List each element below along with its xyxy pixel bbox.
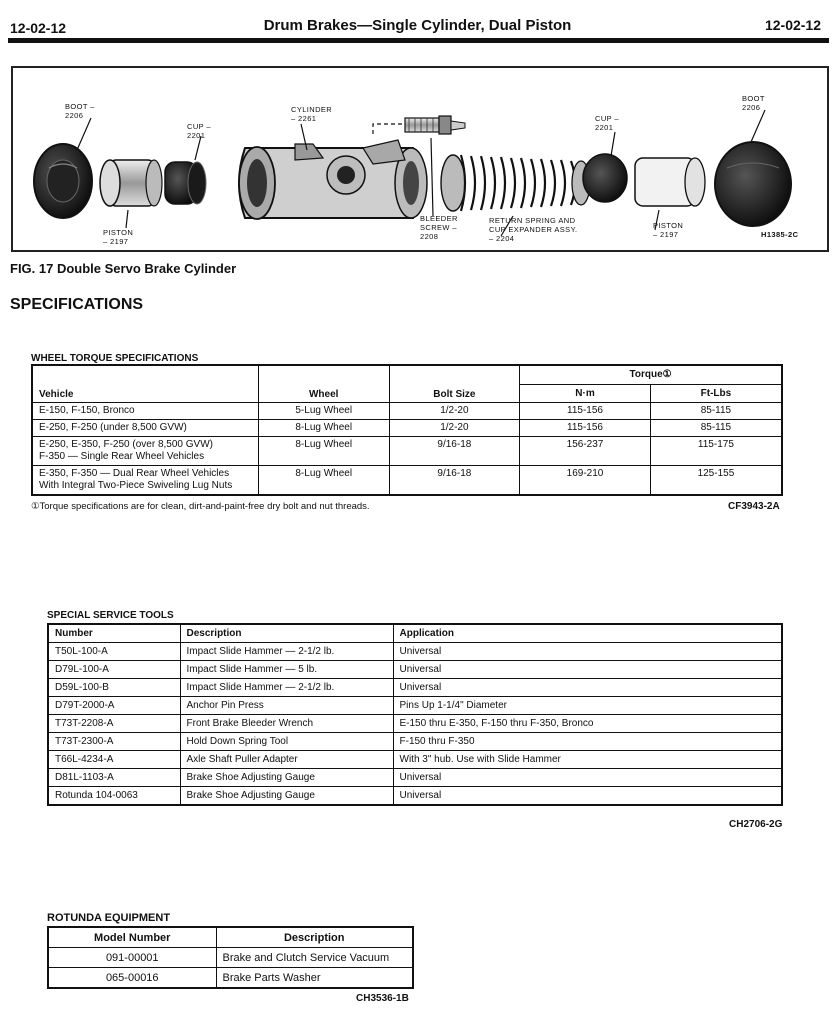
col-model-number: Model Number (48, 927, 216, 948)
figure-caption: FIG. 17 Double Servo Brake Cylinder (10, 261, 237, 276)
col-description: Description (180, 624, 393, 643)
boot-left-part (34, 144, 92, 218)
col-vehicle: Vehicle (32, 365, 258, 403)
cup-left-part (165, 162, 206, 204)
table-row: T73T-2300-A Hold Down Spring Tool F-150 thru F-350 (48, 733, 782, 751)
col-nm: N·m (520, 384, 651, 402)
special-tools-table (47, 623, 783, 806)
rotunda-code: CH3536-1B (356, 993, 409, 1004)
wheel-torque-code: CF3943-2A (728, 501, 780, 512)
label-piston-left: PISTON – 2197 (103, 228, 134, 246)
wheel-torque-title: WHEEL TORQUE SPECIFICATIONS (31, 353, 199, 364)
label-boot-right: BOOT 2206 (742, 94, 765, 112)
page-number-left: 12-02-12 (10, 20, 67, 36)
specifications-heading: SPECIFICATIONS (10, 296, 144, 313)
table-row: T66L-4234-A Axle Shaft Puller Adapter With 3" hub. Use with Slide Hammer (48, 751, 782, 769)
piston-left-part (100, 160, 162, 206)
special-tools-code: CH2706-2G (729, 819, 783, 830)
table-row: T73T-2208-A Front Brake Bleeder Wrench E-150 thru E-350, F-150 thru F-350, Bronco (48, 715, 782, 733)
label-return-spring: RETURN SPRING AND CUP EXPANDER ASSY. – 2204 (489, 216, 578, 243)
special-tools-title: SPECIAL SERVICE TOOLS (47, 610, 174, 621)
header-rule (8, 38, 829, 43)
label-cup-right: CUP – 2201 (595, 114, 619, 132)
page-number-right: 12-02-12 (764, 17, 821, 33)
col-rotunda-description: Description (216, 927, 413, 948)
torque-footnote: ①Torque specifications are for clean, dirt-and-paint-free dry bolt and nut threads. (31, 501, 370, 512)
table-row: D59L-100-B Impact Slide Hammer — 2-1/2 lb. Universal (48, 679, 782, 697)
wheel-torque-table (31, 364, 783, 496)
figure-code: H1385-2C (761, 230, 799, 239)
cup-right-part (583, 154, 627, 202)
figure-box (11, 66, 829, 252)
table-row: D79T-2000-A Anchor Pin Press Pins Up 1-1/4" Diameter (48, 697, 782, 715)
page-title: Drum Brakes—Single Cylinder, Dual Piston (263, 17, 572, 34)
col-application: Application (393, 624, 782, 643)
col-torque: Torque① (520, 365, 782, 384)
table-row: D79L-100-A Impact Slide Hammer — 5 lb. Universal (48, 661, 782, 679)
label-boot-left: BOOT – 2206 (65, 102, 95, 120)
label-cylinder: CYLINDER – 2261 (291, 105, 333, 123)
label-cup-left: CUP – 2201 (187, 122, 211, 140)
table-row: D81L-1103-A Brake Shoe Adjusting Gauge Universal (48, 769, 782, 787)
table-row: E-250, F-250 (under 8,500 GVW) 8-Lug Wheel 1/2-20 115-156 85-115 (32, 420, 782, 437)
col-ftlbs: Ft-Lbs (650, 384, 782, 402)
rotunda-table (47, 926, 414, 989)
table-row: T50L-100-A Impact Slide Hammer — 2-1/2 lb. Universal (48, 643, 782, 661)
piston-right-part (635, 158, 705, 206)
table-row: E-250, E-350, F-250 (over 8,500 GVW) F-350 — Single Rear Wheel Vehicles 8-Lug Wheel 9/16-18 156-237 115-175 (32, 437, 782, 466)
boot-right-part (715, 142, 791, 226)
label-piston-right: PISTON – 2197 (653, 221, 684, 239)
return-spring-part (441, 155, 590, 211)
col-wheel: Wheel (258, 365, 389, 403)
table-row: E-350, F-350 — Dual Rear Wheel Vehicles With Integral Two-Piece Swiveling Lug Nuts 8-Lug Wheel 9/16-18 169-210 125-155 (32, 466, 782, 496)
table-row: 065-00016 Brake Parts Washer (48, 968, 413, 989)
cylinder-part (239, 140, 427, 219)
label-bleeder-screw: BLEEDER SCREW – 2208 (420, 214, 458, 241)
table-row: Rotunda 104-0063 Brake Shoe Adjusting Gauge Universal (48, 787, 782, 806)
table-row: 091-00001 Brake and Clutch Service Vacuum (48, 948, 413, 968)
table-row: E-150, F-150, Bronco 5-Lug Wheel 1/2-20 115-156 85-115 (32, 403, 782, 420)
bleeder-screw-part (373, 116, 465, 134)
col-number: Number (48, 624, 180, 643)
col-bolt-size: Bolt Size (389, 365, 520, 403)
rotunda-title: ROTUNDA EQUIPMENT (47, 912, 171, 924)
